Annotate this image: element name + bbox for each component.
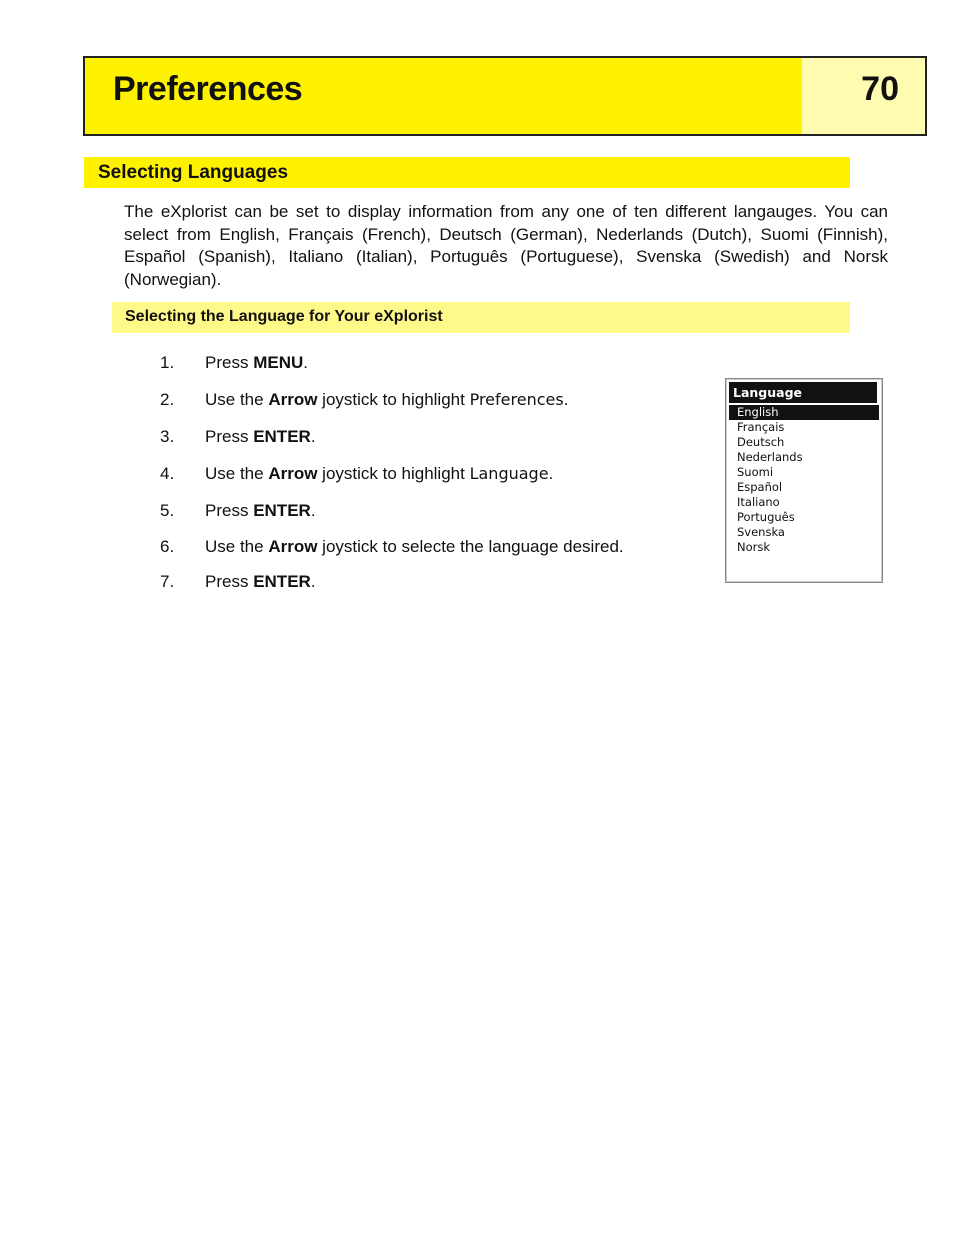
intro-paragraph: The eXplorist can be set to display information from any one of ten different langauges. You can select from English, Français (French), Deutsch (German), Nederlands (Dutch), Suomi (Finnish), Español (Spanish), Italiano (Italian), Português (Portuguese), Svenska (Swedish) and Norsk (Norwegian).: [124, 202, 888, 289]
page-header: [83, 56, 927, 136]
language-item-nederlands[interactable]: Nederlands: [737, 450, 803, 464]
language-item-english[interactable]: English: [729, 405, 879, 420]
step-number: 3.: [160, 427, 175, 446]
language-item-norsk[interactable]: Norsk: [737, 540, 771, 554]
section-heading: [84, 157, 850, 188]
step-number: 2.: [160, 390, 175, 409]
key-label: ENTER: [253, 427, 311, 446]
device-screen-language: [725, 378, 883, 583]
language-item-svenska[interactable]: Svenska: [737, 525, 785, 539]
language-item-francais[interactable]: Français: [737, 420, 785, 434]
language-item-portugues[interactable]: Português: [737, 510, 795, 524]
step-text: Use the Arrow joystick to highlight Preferences.: [205, 390, 569, 409]
screen-label: Preferences: [469, 390, 564, 409]
language-item-italiano[interactable]: Italiano: [737, 495, 780, 509]
page-title: Preferences: [113, 70, 303, 108]
key-label: Arrow: [268, 464, 318, 483]
key-label: Arrow: [268, 537, 318, 556]
language-item-suomi[interactable]: Suomi: [737, 465, 774, 479]
step-number: 6.: [160, 537, 175, 556]
step-text: Use the Arrow joystick to selecte the language desired.: [205, 537, 624, 556]
page-number-box: [802, 58, 925, 134]
step-number: 4.: [160, 464, 175, 483]
step-text: Press MENU.: [205, 353, 308, 372]
key-label: Arrow: [268, 390, 318, 409]
device-screen-title: Language: [729, 382, 877, 403]
section-title: Selecting Languages: [98, 162, 289, 183]
language-item-espanol[interactable]: Español: [737, 480, 783, 494]
screen-label: Language: [469, 464, 549, 483]
language-list: [729, 405, 879, 555]
key-label: MENU: [253, 353, 304, 372]
step-text: Press ENTER.: [205, 427, 316, 446]
key-label: ENTER: [253, 501, 311, 520]
step-text: Use the Arrow joystick to highlight Language.: [205, 464, 554, 483]
step-text: Press ENTER.: [205, 501, 316, 520]
step-text: Press ENTER.: [205, 572, 316, 591]
page-number: 70: [861, 70, 899, 108]
step-number: 1.: [160, 353, 175, 372]
language-item-deutsch[interactable]: Deutsch: [737, 435, 785, 449]
step-number: 7.: [160, 572, 175, 591]
subsection-heading: [112, 302, 850, 333]
key-label: ENTER: [253, 572, 311, 591]
step-number: 5.: [160, 501, 175, 520]
subsection-title: Selecting the Language for Your eXplorist: [125, 308, 443, 325]
